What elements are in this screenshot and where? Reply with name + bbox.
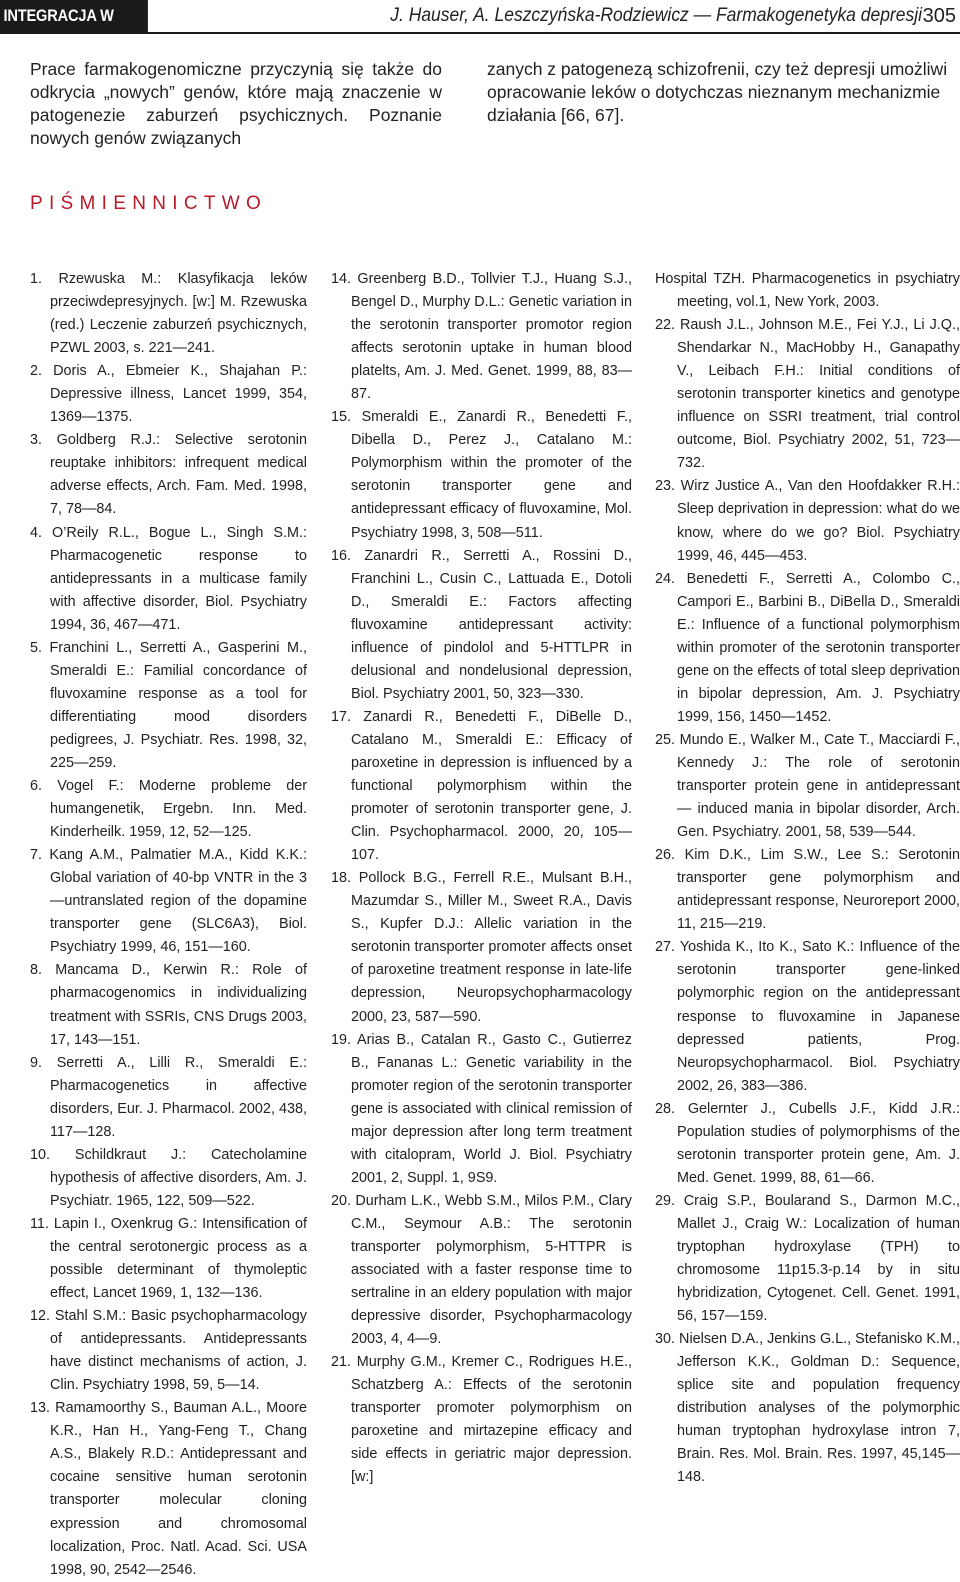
reference-item: 15. Smeraldi E., Zanardi R., Benedetti F., Dibella D., Perez J., Catalano M.: Polymorphism within the promoter of the serotonin transporter gene and antidepressant efficacy of fluvoxamine, Mol. Psychiatry 1998, 3, 508—511. [331,409,632,541]
reference-item: 25. Mundo E., Walker M., Cate T., Macciardi F., Kennedy J.: The role of serotonin transporter protein gene in antidepressant — induced mania in bipolar disorder, Arch. Gen. Psychiatry. 2001, 58, 539—544. [655,731,960,841]
reference-item: 12. Stahl S.M.: Basic psychopharmacology of antidepressants. Antidepressants have distinct mechanisms of action, J. Clin. Psychiatry 1998, 59, 5—14. [30,1308,307,1394]
reference-item: 19. Arias B., Catalan R., Gasto C., Gutierrez B., Fananas L.: Genetic variability in the promoter region of the serotonin transporter gene is associated with clinical remission of major depression after long term treatment with citalopram, World J. Biol. Psychiatry 2001, 2, Suppl. 1, 9S9. [331,1031,632,1186]
reference-item: 23. Wirz Justice A., Van den Hoofdakker R.H.: Sleep deprivation in depression: what do we know, where do we go? Biol. Psychiatry 1999, 46, 445—453. [655,478,960,564]
reference-continuation: Hospital TZH. Pharmacogenetics in psychiatry meeting, vol.1, New York, 2003. [655,271,960,311]
reference-item: 3. Goldberg R.J.: Selective serotonin reuptake inhibitors: infrequent medical adverse effects, Arch. Fam. Med. 1998, 7, 78—84. [30,432,307,518]
references-column-3 [655,268,960,1489]
reference-item: 21. Murphy G.M., Kremer C., Rodrigues H.E., Schatzberg A.: Effects of the serotonin transporter promoter polymorphism on paroxetine and mirtazepine efficacy and side effects in geriatric major depression. [w:] [331,1354,632,1486]
header-rule [0,32,960,34]
reference-item: 5. Franchini L., Serretti A., Gasperini M., Smeraldi E.: Familial concordance of fluvoxamine response as a tool for differentiating mood disorders pedigrees, J. Psychiatr. Res. 1998, 32, 225—259. [30,639,307,771]
reference-item: 1. Rzewuska M.: Klasyfikacja leków przeciwdepresyjnych. [w:] M. Rzewuska (red.) Leczenie zaburzeń psychicznych, PZWL 2003, s. 221—241. [30,271,307,357]
page-number: 305 [922,5,956,27]
reference-item: 7. Kang A.M., Palmatier M.A., Kidd K.K.: Global variation of 40-bp VNTR in the 3—untranslated region of the dopamine transporter gene (SLC6A3), Biol. Psychiatry 1999, 46, 151—160. [30,847,307,956]
article-citation: J. Hauser, A. Leszczyńska-Rodziewicz — Farmakogenetyka depresji [390,5,922,26]
reference-item: 2. Doris A., Ebmeier K., Shajahan P.: Depressive illness, Lancet 1999, 354, 1369—1375. [30,363,307,426]
reference-item: 17. Zanardi R., Benedetti F., DiBelle D., Catalano M., Smeraldi E.: Efficacy of paroxetine in depression is influenced by a functional polymorphism within the promoter of serotonin transporter gene, J. Clin. Psychopharmacol. 2000, 20, 105—107. [331,708,632,864]
reference-item: 29. Craig S.P., Boularand S., Darmon M.C., Mallet J., Craig W.: Localization of human tryptophan hydroxylase (TPH) to chromosome 11p15.3-p.14 by in situ hybridization, Cytogenet. Cell. Genet. 1991, 56, 157—159. [655,1192,960,1325]
reference-item: 30. Nielsen D.A., Jenkins G.L., Stefanisko K.M., Jefferson K.K., Goldman D.: Sequence, splice site and population frequency distribution analyses of the polymorphic human tryptophan hydroxylase intron 7, Brain. Res. Mol. Brain. Res. 1997, 45,145—148. [655,1331,960,1486]
running-header [0,0,960,57]
reference-item: 20. Durham L.K., Webb S.M., Milos P.M., Clary C.M., Seymour A.B.: The serotonin transporter polymorphism, 5-HTTPR is associated with a faster response time to sertraline in an eldery population with major depressive disorder, Psychopharmacology 2003, 4, 4—9. [331,1192,632,1348]
intro-paragraph-right: zanych z patogenezą schizofrenii, czy też depresji umożliwi opracowanie leków o dotychczas nieznanym mechanizmie działania [66, 67]. [487,59,948,125]
reference-item: 6. Vogel F.: Moderne probleme der humangenetik, Ergebn. Inn. Med. Kinderheilk. 1959, 12, 52—125. [30,778,307,841]
reference-item: 9. Serretti A., Lilli R., Smeraldi E.: Pharmacogenetics in affective disorders, Eur. J. Pharmacol. 2002, 438, 117—128. [30,1054,307,1140]
reference-item: 22. Raush J.L., Johnson M.E., Fei Y.J., Li J.Q., Shendarkar N., MacHobby H., Ganapathy V., Leibach F.H.: Initial conditions of serotonin transporter kinetics and genotype influence on SSRI treatment, trial control outcome, Biol. Psychiatry 2002, 51, 723—732. [655,317,960,472]
section-title: PIŚMIENNICTWO [30,193,268,214]
reference-item: 16. Zanardri R., Serretti A., Rossini D., Franchini L., Cusin C., Lattuada E., Dotoli D., Smeraldi E.: Factors affecting fluvoxamine antidepressant activity: influence of pindolol and 5-HTTLPR in delusional and nondelusional depression, Biol. Psychiatry 2001, 50, 323—330. [331,547,632,702]
reference-item: 4. O’Reily R.L., Bogue L., Singh S.M.: Pharmacogenetic response to antidepressants in a multicase family with affective disorder, Biol. Psychiatry 1994, 36, 467—471. [30,524,307,633]
reference-item: 14. Greenberg B.D., Tollvier T.J., Huang S.J., Bengel D., Murphy D.L.: Genetic variation in the serotonin transporter promotor region affects serotonin uptake in human blood platelts, Am. J. Med. Genet. 1999, 88, 83—87. [331,271,632,403]
reference-item: 24. Benedetti F., Serretti A., Colombo C., Campori E., Barbini B., DiBella D., Smeraldi E.: Influence of a functional polymorphism within promoter of the serotonin transporter gene on the effects of total sleep deprivation in bipolar depression, Am. J. Psychiatry 1999, 156, 1450—1452. [655,570,960,725]
reference-item: 13. Ramamoorthy S., Bauman A.L., Moore K.R., Han H., Yang-Feng T., Chang A.S., Blakely R.D.: Antidepressant and cocaine sensitive human serotonin transporter molecular cloning expression and chromosomal localization, Proc. Natl. Acad. Sci. USA 1998, 90, 2542—2546. [30,1400,307,1578]
reference-item: 28. Gelernter J., Cubells J.F., Kidd J.R.: Population studies of polymorphisms of the serotonin transporter protein gene, Am. J. Med. Genet. 1999, 88, 61—66. [655,1100,960,1186]
references-column-2 [331,268,632,1489]
reference-item: 10. Schildkraut J.: Catecholamine hypothesis of affective disorders, Am. J. Psychiatr. 1965, 122, 509—522. [30,1146,307,1209]
reference-item: 18. Pollock B.G., Ferrell R.E., Mulsant B.H., Mazumdar S., Miller M., Sweet R.A., Davis S., Kupfer D.J.: Allelic variation in the serotonin transporter promoter affects onset of paroxetine treatment response in late-life depression, Neuropsychopharmacology 2000, 23, 587—590. [331,870,632,1025]
reference-item: 27. Yoshida K., Ito K., Sato K.: Influence of the serotonin transporter gene-linked polymorphic region on the antidepressant response to fluvoxamine in Japanese depressed patients, Prog. Neuropsychopharmacol. Biol. Psychiatry 2002, 26, 383—386. [655,939,960,1094]
journal-section-label: INTEGRACJA W PSYCHIATRII [0,0,148,32]
references-column-1 [30,268,307,1582]
reference-item: 26. Kim D.K., Lim S.W., Lee S.: Serotonin transporter gene polymorphism and antidepressant response, Neuroreport 2000, 11, 215—219. [655,847,960,933]
reference-item: 8. Mancama D., Kerwin R.: Role of pharmacogenomics in individualizing treatment with SSRIs, CNS Drugs 2003, 17, 143—151. [30,962,307,1048]
intro-paragraph-left: Prace farmakogenomiczne przyczynią się także do odkrycia „nowych” genów, które mają znaczenie w patogenezie zaburzeń psychicznych. Poznanie nowych genów związanych [30,59,442,148]
reference-item: 11. Lapin I., Oxenkrug G.: Intensification of the central serotonergic process as a possible determinant of thymoleptic effect, Lancet 1969, 1, 132—136. [30,1215,307,1302]
